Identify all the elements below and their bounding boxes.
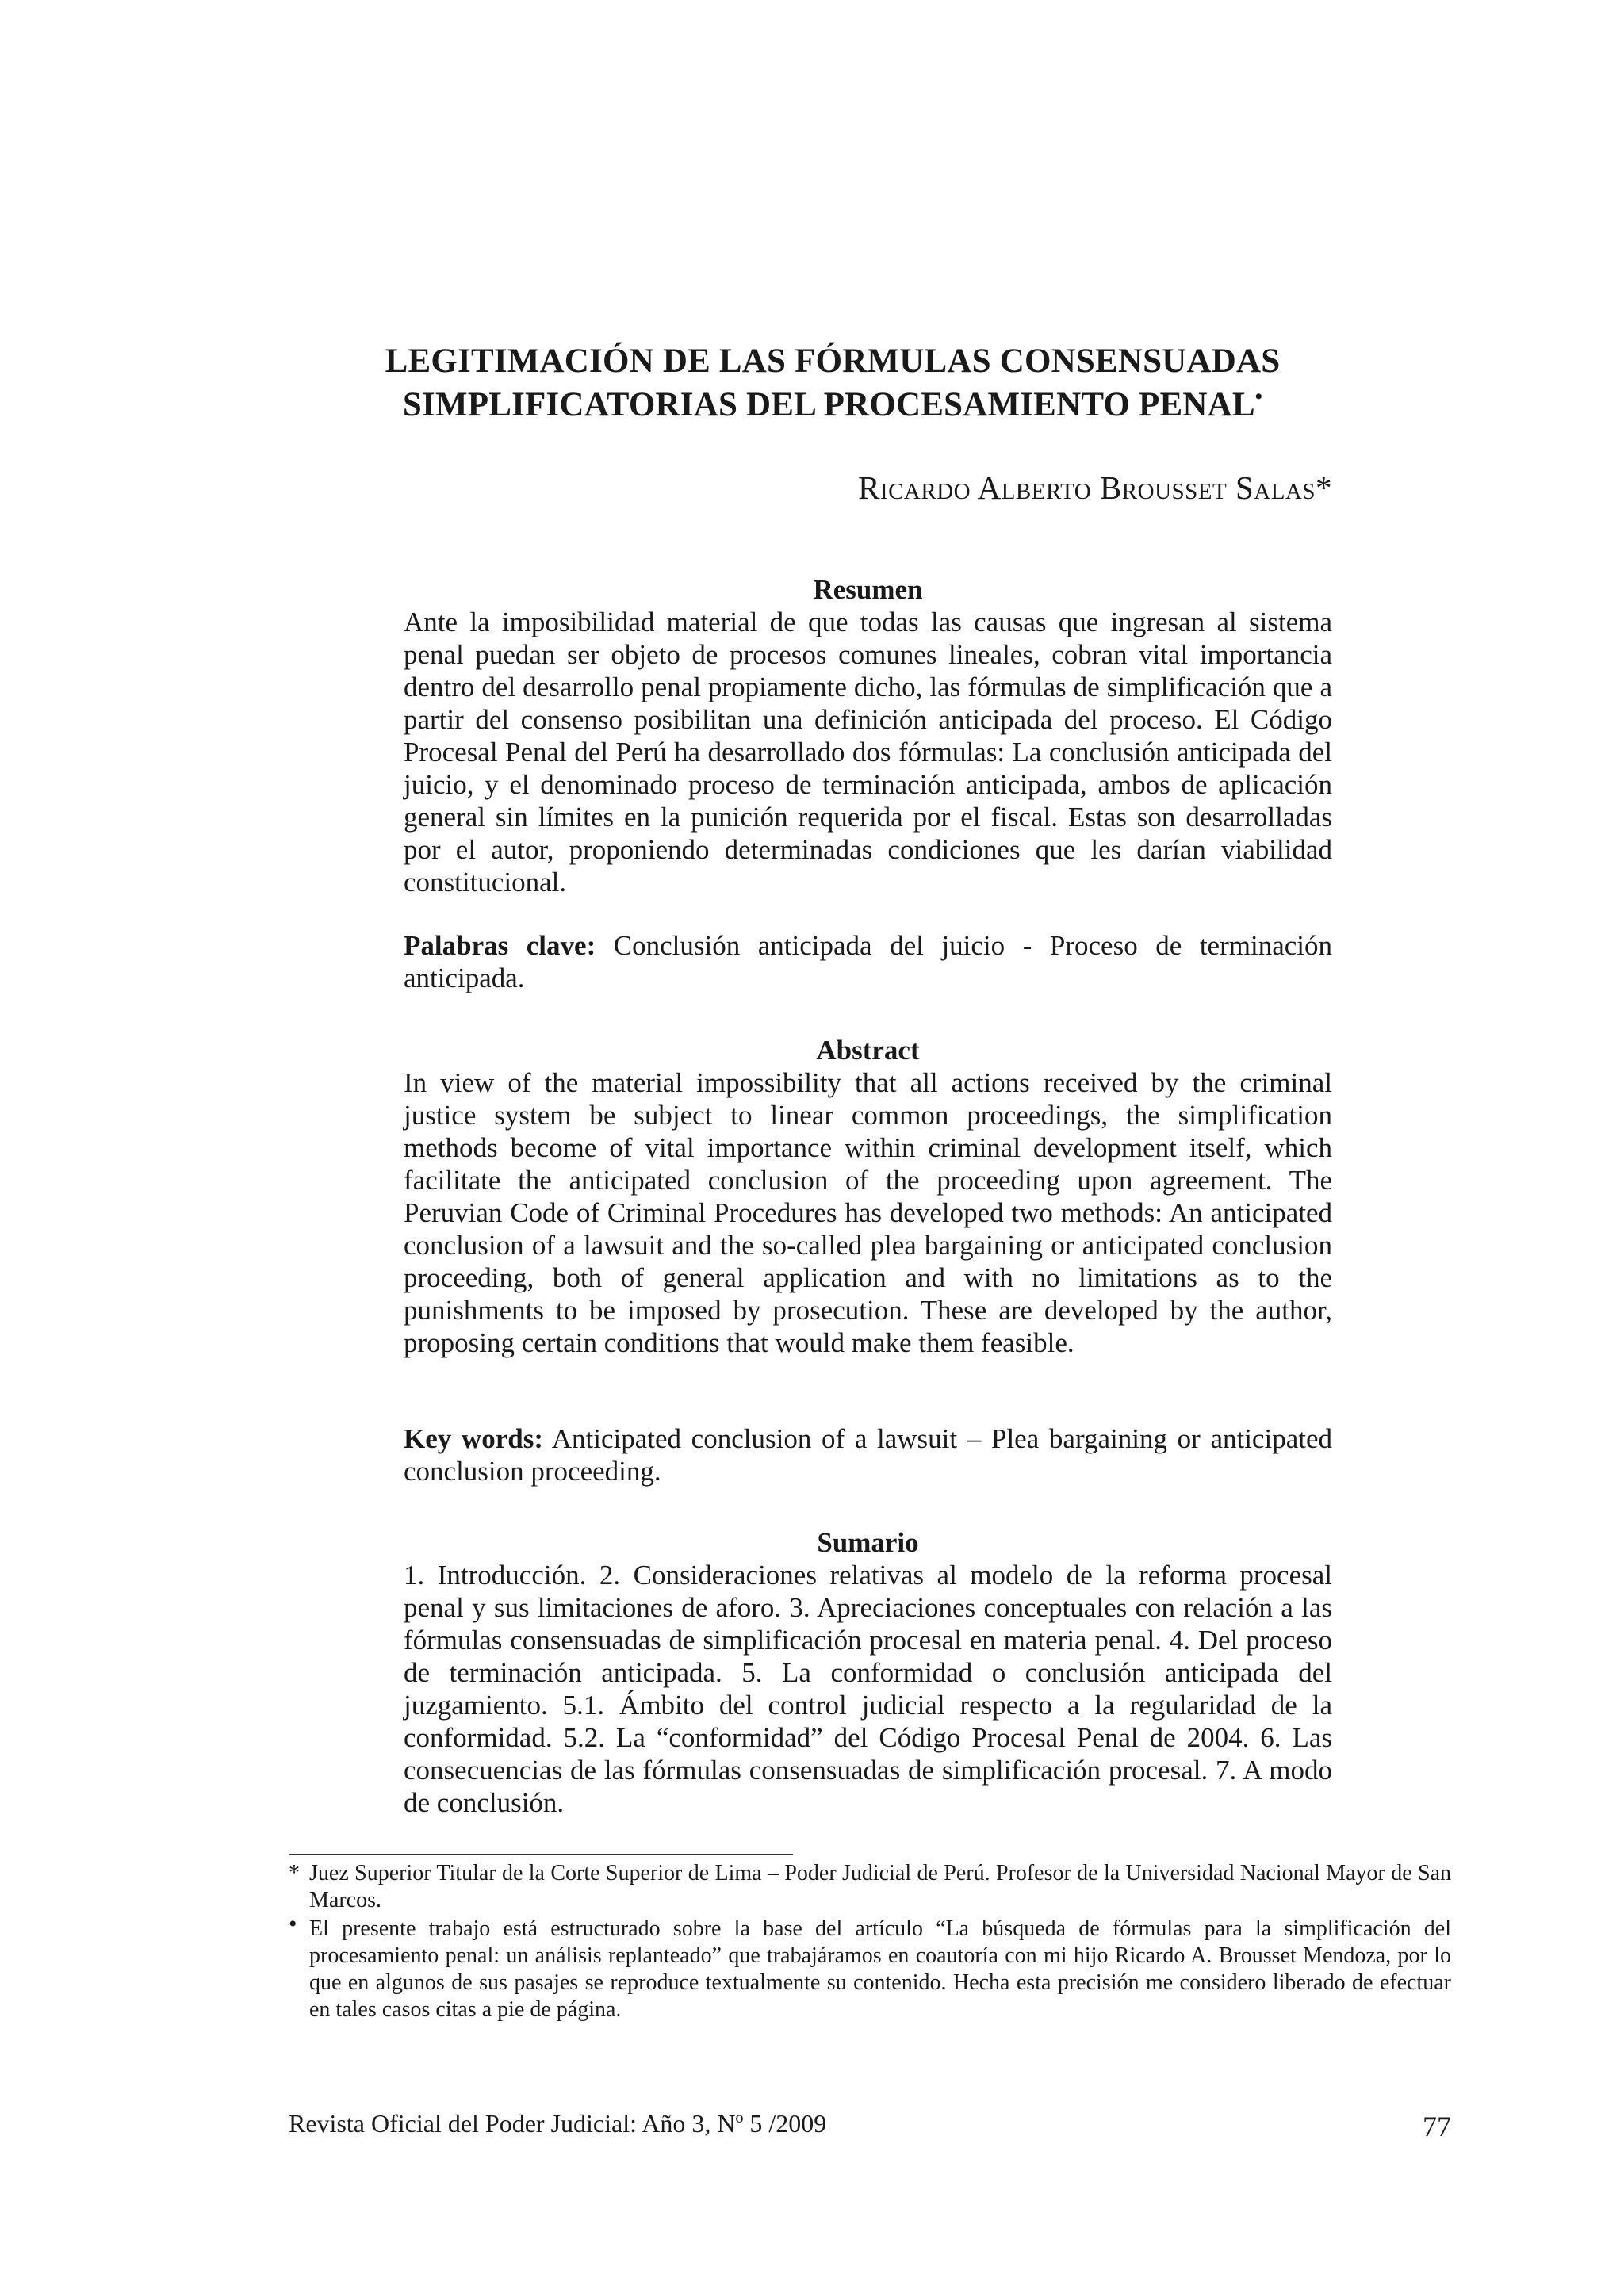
footnote-mark-bullet: •	[289, 1911, 297, 1937]
palabras-clave-paragraph	[404, 929, 1332, 994]
key-words-paragraph	[404, 1422, 1332, 1487]
footnote-mark-asterisk: *	[289, 1861, 300, 1885]
title-line-1: LEGITIMACIÓN DE LAS FÓRMULAS CONSENSUADAS	[385, 343, 1281, 380]
footnote-article	[289, 1911, 1451, 2023]
key-words-label: Key words:	[404, 1423, 543, 1454]
resumen-text: Ante la imposibilidad material de que todas las causas que ingresan al sistema penal puedan ser objeto de procesos comunes lineales, cobran vital importancia dentro del desarrollo penal propiamente dicho, las fórmulas de simplificación que a partir del consenso posibilitan una definición anticipada del proceso. El Código Procesal Penal del Perú ha desarrollado dos fórmulas: La conclusión anticipada del juicio, y el denominado proceso de terminación anticipada, ambos de aplicación general sin límites en la punición requerida por el fiscal. Estas son desarrolladas por el autor, proponiendo determinadas condiciones que les darían viabilidad constitucional.	[404, 607, 1332, 898]
footnote-author	[289, 1860, 1451, 1914]
article-title	[333, 339, 1332, 427]
author-name: Ricardo Alberto Brousset Salas*	[858, 469, 1332, 506]
footnotes	[289, 1860, 1451, 2025]
palabras-clave-section	[404, 929, 1332, 994]
resumen-section	[404, 573, 1332, 898]
footnote-separator	[289, 1854, 793, 1855]
key-words-section	[404, 1422, 1332, 1487]
journal-footer: Revista Oficial del Poder Judicial: Año 3, Nº 5 /2009	[289, 2109, 827, 2138]
palabras-clave-text: Conclusión anticipada del juicio - Proceso de terminación anticipada.	[404, 930, 1332, 993]
page-number: 77	[1423, 2111, 1451, 2142]
title-line-2-text: SIMPLIFICATORIAS DEL PROCESAMIENTO PENAL	[402, 386, 1255, 423]
resumen-heading: Resumen	[813, 574, 923, 605]
key-words-text: Anticipated conclusion of a lawsuit – Plea bargaining or anticipated conclusion proceeding.	[404, 1423, 1332, 1487]
title-footnote-mark: •	[1254, 385, 1263, 408]
footnote-author-text: Juez Superior Titular de la Corte Superior de Lima – Poder Judicial de Perú. Profesor de la Universidad Nacional Mayor de San Marcos.	[309, 1861, 1451, 1912]
footnote-article-text: El presente trabajo está estructurado sobre la base del artículo “La búsqueda de fórmulas para la simplificación del procesamiento penal: un análisis replanteado” que trabajáramos en coautoría con mi hijo Ricardo A. Brousset Mendoza, por lo que en algunos de sus pasajes se reproduce textualmente su contenido. Hecha esta precisión me considero liberado de efectuar en tales casos citas a pie de página.	[309, 1916, 1451, 2022]
sumario-section	[404, 1526, 1332, 1819]
palabras-clave-label: Palabras clave:	[404, 930, 596, 961]
abstract-heading: Abstract	[816, 1035, 920, 1066]
abstract-section	[404, 1034, 1332, 1359]
title-line-2	[333, 383, 1332, 427]
sumario-heading: Sumario	[817, 1527, 919, 1558]
sumario-text: 1. Introducción. 2. Consideraciones relativas al modelo de la reforma procesal penal y sus limitaciones de aforo. 3. Apreciaciones conceptuales con relación a las fórmulas consensuadas de simplificación procesal en materia penal. 4. Del proceso de terminación anticipada. 5. La conformidad o conclusión anticipada del juzgamiento. 5.1. Ámbito del control judicial respecto a la regularidad de la conformidad. 5.2. La “conformidad” del Código Procesal Penal de 2004. 6. Las consecuencias de las fórmulas consensuadas de simplificación procesal. 7. A modo de conclusión.	[404, 1560, 1332, 1818]
abstract-text: In view of the material impossibility that all actions received by the criminal justice system be subject to linear common proceedings, the simplification methods become of vital importance within criminal development itself, which facilitate the anticipated conclusion of the proceeding upon agreement. The Peruvian Code of Criminal Procedures has developed two methods: An anticipated conclusion of a lawsuit and the so-called plea bargaining or anticipated conclusion proceeding, both of general application and with no limitations as to the punishments to be imposed by prosecution. These are developed by the author, proposing certain conditions that would make them feasible.	[404, 1067, 1332, 1358]
